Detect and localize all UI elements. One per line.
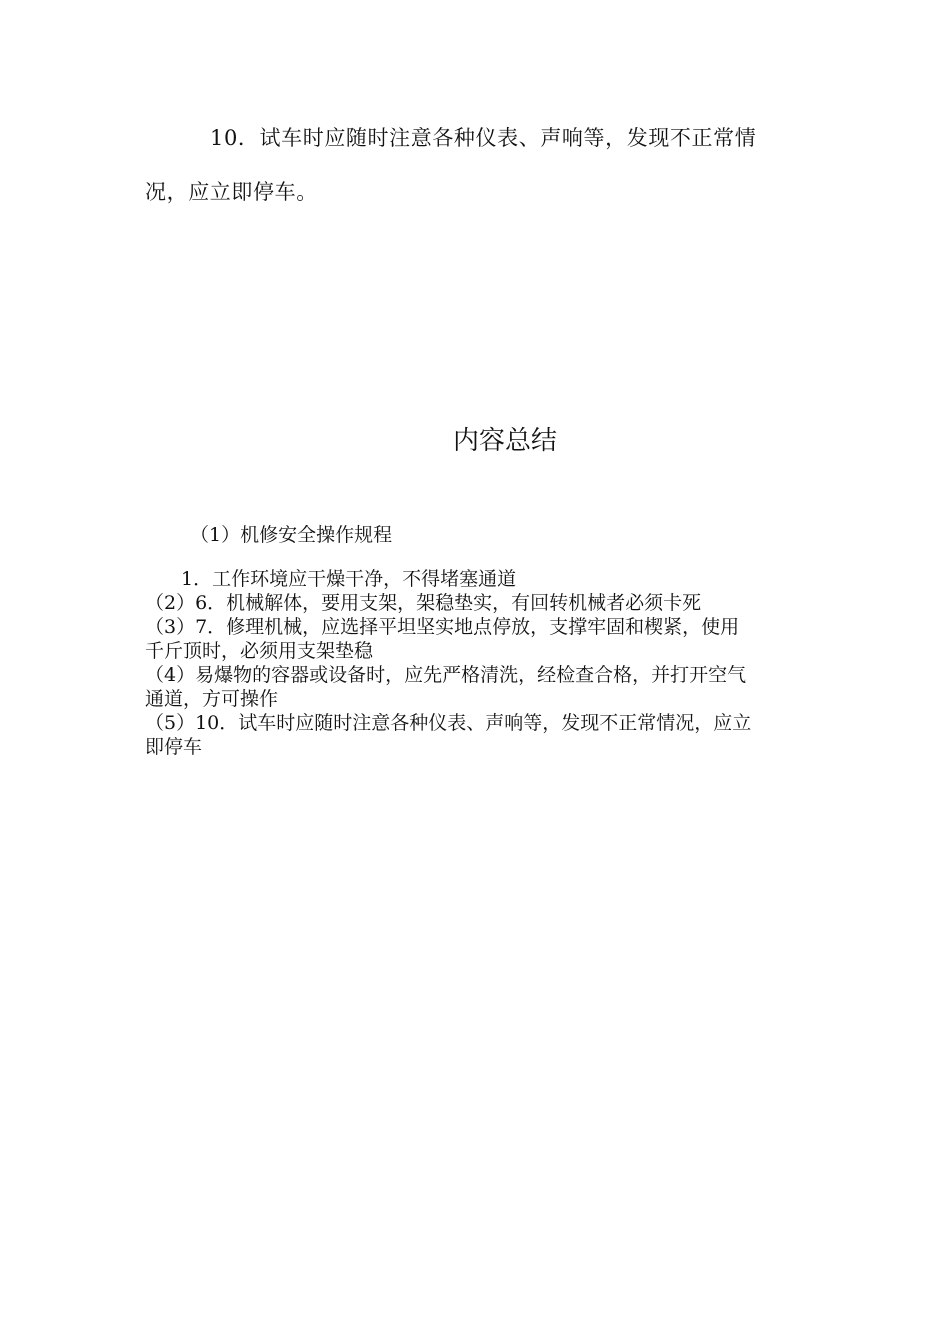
summary-item: 通道，方可操作 bbox=[145, 688, 279, 710]
summary-item: 即停车 bbox=[145, 736, 203, 758]
summary-item: （4）易爆物的容器或设备时，应先严格清洗，经检查合格，并打开空气 bbox=[145, 664, 747, 686]
summary-item: 1．工作环境应干燥干净，不得堵塞通道 bbox=[181, 568, 517, 590]
summary-item: 千斤顶时，必须用支架垫稳 bbox=[145, 640, 374, 662]
paragraph-line-1: 10．试车时应随时注意各种仪表、声响等，发现不正常情 bbox=[210, 126, 757, 150]
summary-item: （2）6．机械解体，要用支架，架稳垫实，有回转机械者必须卡死 bbox=[145, 592, 702, 614]
summary-item: （5）10．试车时应随时注意各种仪表、声响等，发现不正常情况，应立 bbox=[145, 712, 752, 734]
summary-list bbox=[145, 567, 805, 759]
summary-heading: （1）机修安全操作规程 bbox=[190, 524, 393, 546]
paragraph-line-2: 况，应立即停车。 bbox=[145, 180, 318, 204]
summary-title: 内容总结 bbox=[452, 426, 557, 456]
summary-item: （3）7．修理机械，应选择平坦坚实地点停放，支撑牢固和楔紧，使用 bbox=[145, 616, 740, 638]
